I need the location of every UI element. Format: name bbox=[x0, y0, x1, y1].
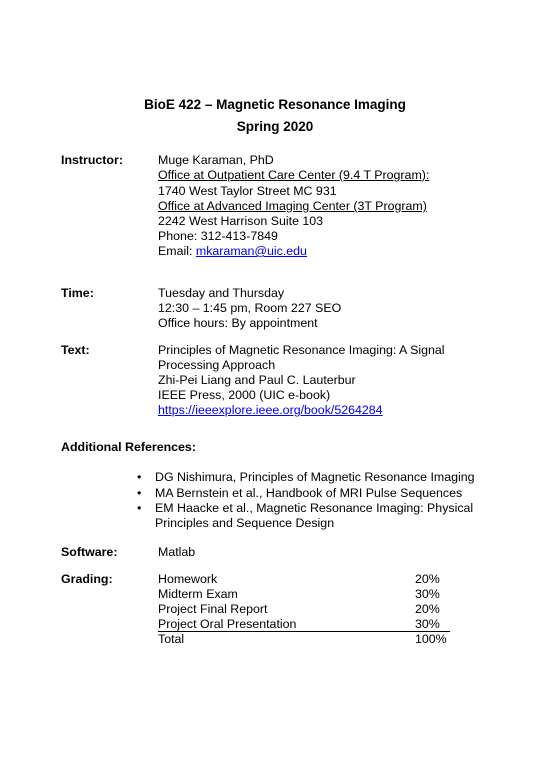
instructor-phone: Phone: 312-413-7849 bbox=[158, 229, 278, 243]
grading-row bbox=[158, 572, 450, 587]
office1-label: Office at Outpatient Care Center (9.4 T Program): bbox=[158, 168, 430, 182]
software-value: Matlab bbox=[158, 545, 196, 559]
grading-item-percent: 20% bbox=[415, 602, 440, 616]
office2-address: 2242 West Harrison Suite 103 bbox=[158, 214, 324, 228]
grading-row bbox=[158, 617, 450, 632]
grading-row bbox=[158, 587, 450, 602]
office1-address: 1740 West Taylor Street MC 931 bbox=[158, 184, 337, 198]
reference-text: DG Nishimura, Principles of Magnetic Resonance Imaging bbox=[155, 470, 475, 484]
grading-item-percent: 20% bbox=[415, 572, 440, 586]
grading-item-percent: 30% bbox=[415, 587, 440, 601]
references-label: Additional References: bbox=[61, 440, 196, 454]
instructor-label: Instructor: bbox=[61, 153, 123, 167]
email-label: Email: bbox=[158, 244, 193, 258]
grading-item-name: Total bbox=[158, 632, 185, 646]
course-title: BioE 422 – Magnetic Resonance Imaging bbox=[144, 97, 406, 112]
grading-item-name: Project Oral Presentation bbox=[158, 617, 297, 631]
textbook-title-line1: Principles of Magnetic Resonance Imaging: A Signal bbox=[158, 343, 445, 357]
textbook-publisher: IEEE Press, 2000 (UIC e-book) bbox=[158, 388, 331, 402]
email-link[interactable]: mkaraman@uic.edu bbox=[195, 244, 307, 258]
grading-label: Grading: bbox=[61, 572, 113, 586]
reference-text: MA Bernstein et al., Handbook of MRI Pulse Sequences bbox=[155, 486, 463, 500]
course-term: Spring 2020 bbox=[236, 119, 314, 134]
grading-item-name: Midterm Exam bbox=[158, 587, 238, 601]
reference-item-continued: Principles and Sequence Design bbox=[155, 516, 335, 530]
grading-item-name: Project Final Report bbox=[158, 602, 268, 616]
reference-text: EM Haacke et al., Magnetic Resonance Imaging: Physical bbox=[155, 501, 474, 515]
office2-label: Office at Advanced Imaging Center (3T Program) bbox=[158, 199, 427, 213]
instructor-name: Muge Karaman, PhD bbox=[158, 153, 274, 167]
grading-item-percent: 30% bbox=[415, 617, 440, 631]
textbook-url[interactable]: https://ieeexplore.ieee.org/book/5264284 bbox=[158, 403, 383, 417]
office-hours: Office hours: By appointment bbox=[158, 316, 318, 330]
time-days: Tuesday and Thursday bbox=[158, 286, 285, 300]
text-label: Text: bbox=[61, 343, 90, 357]
textbook-title-line2: Processing Approach bbox=[158, 358, 276, 372]
grading-row-total bbox=[158, 632, 450, 647]
time-label: Time: bbox=[61, 286, 94, 300]
textbook-authors: Zhi-Pei Liang and Paul C. Lauterbur bbox=[158, 373, 356, 387]
grading-item-percent: 100% bbox=[415, 632, 447, 646]
instructor-email-row bbox=[158, 244, 307, 259]
time-hours: 12:30 – 1:45 pm, Room 227 SEO bbox=[158, 301, 342, 315]
grading-row bbox=[158, 602, 450, 617]
software-label: Software: bbox=[61, 545, 118, 559]
grading-item-name: Homework bbox=[158, 572, 218, 586]
